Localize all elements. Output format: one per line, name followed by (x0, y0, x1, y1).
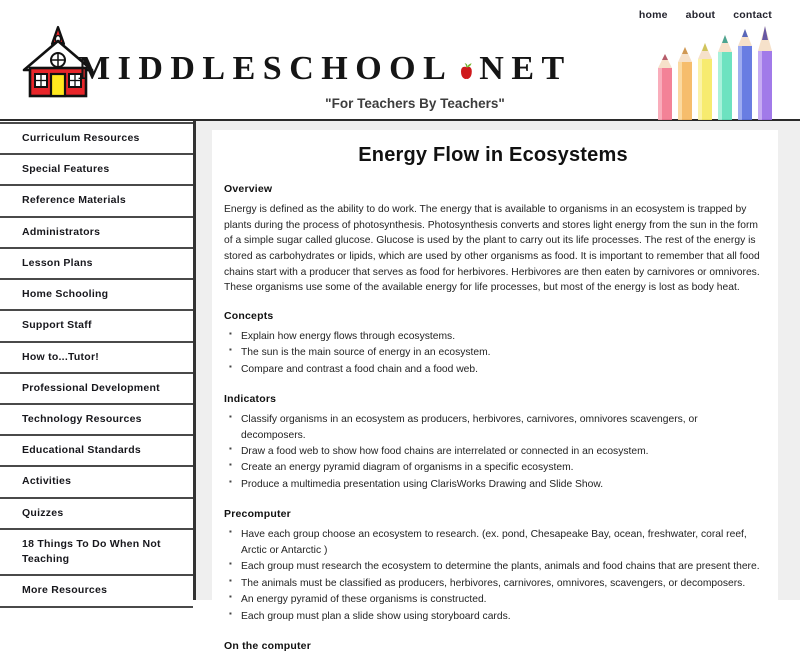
wordmark-text-primary: MIDDLESCHOOL (78, 50, 454, 87)
sidebar-item-educational-standards[interactable]: Educational Standards (0, 436, 193, 467)
overview-heading: Overview (224, 183, 273, 195)
list-item: ▪ Compare and contrast a food chain and a food web. (241, 362, 762, 377)
sidebar-item-special-features[interactable]: Special Features (0, 155, 193, 186)
wordmark-text-tld: NET (479, 50, 572, 87)
sidebar-item-lesson-plans[interactable]: Lesson Plans (0, 249, 193, 280)
sidebar-item-support-staff[interactable]: Support Staff (0, 311, 193, 342)
list-item: ▪ Have each group choose an ecosystem to research. (ex. pond, Chesapeake Bay, ocean, freshwater, coral reef, Arctic or Antarctic ) (241, 527, 762, 558)
content-region (196, 121, 800, 652)
sidebar-item-more-resources[interactable]: More Resources (0, 576, 193, 607)
list-item: ▪ The animals must be classified as producers, herbivores, carnivores, omnivores, scavengers, or decomposers. (241, 576, 762, 591)
concepts-list (224, 329, 762, 377)
spacer-4 (224, 628, 762, 640)
list-item: ▪ Draw a food web to show how food chains are interrelated or connected in an ecosystem. (241, 444, 762, 459)
spacer-1 (224, 298, 762, 310)
precomputer-list (224, 527, 762, 624)
lesson-panel (212, 130, 778, 652)
list-item: ▪ Each group must plan a slide show using storyboard cards. (241, 609, 762, 624)
indicators-heading: Indicators (224, 393, 277, 406)
spacer-2 (224, 381, 762, 393)
top-navigation (639, 9, 772, 21)
sidebar-item-activities[interactable]: Activities (0, 467, 193, 498)
sidebar-item-curriculum-resources[interactable]: Curriculum Resources (0, 122, 193, 155)
sidebar-item-18-things-to-do-when-not-teaching[interactable]: 18 Things To Do When Not Teaching (0, 530, 193, 576)
sidebar-item-administrators[interactable]: Administrators (0, 218, 193, 249)
sidebar-item-reference-materials[interactable]: Reference Materials (0, 186, 193, 217)
sidebar-item-professional-development[interactable]: Professional Development (0, 374, 193, 405)
site-tagline: "For Teachers By Teachers" (325, 96, 505, 111)
list-item: ▪ Create an energy pyramid diagram of organisms in a specific ecosystem. (241, 460, 762, 475)
list-item: ▪ Explain how energy flows through ecosystems. (241, 329, 762, 344)
apple-icon (453, 56, 479, 82)
list-item: ▪ An energy pyramid of these organisms is constructed. (241, 592, 762, 607)
sidebar-item-home-schooling[interactable]: Home Schooling (0, 280, 193, 311)
on-the-computer-heading: On the computer (224, 639, 312, 652)
list-item: ▪ Each group must research the ecosystem to determine the plants, animals and food chains that are present there. (241, 559, 762, 574)
nav-link-about[interactable]: about (685, 9, 716, 21)
page-body (0, 121, 800, 652)
spacer-3 (224, 496, 762, 508)
sidebar-navigation (0, 121, 196, 600)
site-header (0, 0, 800, 121)
site-wordmark (78, 52, 572, 86)
overview-paragraph: Energy is defined as the ability to do work. The energy that is available to organisms in an ecosystem is trapped by plants during the process of photosynthesis. Photosynthesis converts and stores light energy from the sun in the form of a simple sugar called glucose. Glucose is used by the plant to carry out its life processes. The rest of the energy is stored as carbohydrates or lipids, which are used by other organisms as food. It is important to remember that all food chains start with a producer that serves as food for herbivores. Herbivores are then eaten by carnivores or omnivores. These organisms use some of the available energy for life processes, but most of the energy is lost as body heat. (224, 204, 760, 294)
list-item: ▪ Produce a multimedia presentation using ClarisWorks Drawing and Slide Show. (241, 477, 762, 492)
sidebar-item-technology-resources[interactable]: Technology Resources (0, 405, 193, 436)
page-title: Energy Flow in Ecosystems (358, 144, 628, 166)
indicators-list (224, 412, 762, 492)
list-item: ▪ The sun is the main source of energy in an ecosystem. (241, 345, 762, 360)
list-item: ▪ Classify organisms in an ecosystem as producers, herbivores, carnivores, omnivores scavengers, or decomposers. (241, 412, 762, 443)
concepts-heading: Concepts (224, 309, 274, 322)
nav-link-contact[interactable]: contact (733, 9, 772, 21)
sidebar-item-quizzes[interactable]: Quizzes (0, 499, 193, 530)
colored-pencils-icon (650, 22, 790, 120)
precomputer-heading: Precomputer (224, 508, 291, 521)
nav-link-home[interactable]: home (638, 9, 668, 21)
sidebar-item-how-to-tutor[interactable]: How to...Tutor! (0, 343, 193, 374)
